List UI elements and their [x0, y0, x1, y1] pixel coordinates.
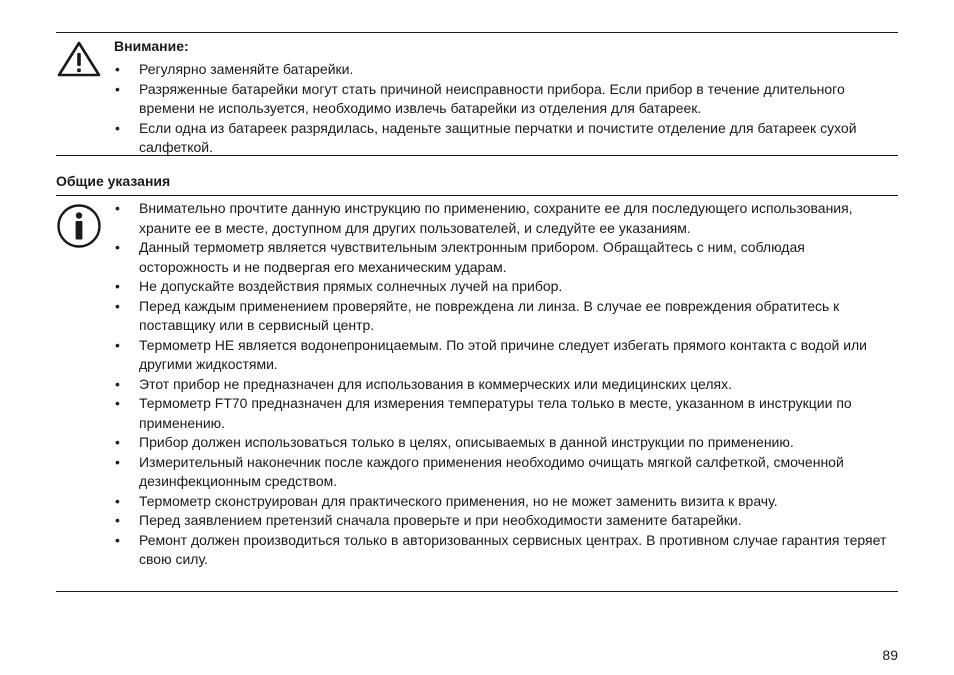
list-item: • Ремонт должен производиться только в авторизованных сервисных центрах. В противном случае гарантия теряет свою силу.	[139, 531, 891, 570]
list-item: • Если одна из батареек разрядилась, наденьте защитные перчатки и почистите отделение для батареек сухой салфеткой.	[139, 119, 891, 158]
list-item: • Термометр сконструирован для практического применения, но не может заменить визита к врачу.	[139, 492, 891, 512]
list-item: • Перед заявлением претензий сначала проверьте и при необходимости замените батарейки.	[139, 511, 891, 531]
list-item: • Прибор должен использоваться только в целях, описываемых в данной инструкции по применению.	[139, 433, 891, 453]
list-item: • Термометр НЕ является водонепроницаемым. По этой причине следует избегать прямого контакта с водой или другими жидкостями.	[139, 336, 891, 375]
list-item: • Термометр FT70 предназначен для измерения температуры тела только в месте, указанном в инструкции по применению.	[139, 394, 891, 433]
warning-list	[139, 60, 891, 158]
page-number: 89	[882, 647, 898, 663]
list-item: • Данный термометр является чувствительным электронным прибором. Обращайтесь с ним, соблюдая осторожность и не подвергая его механическим ударам.	[139, 238, 891, 277]
general-heading-divider	[56, 195, 898, 196]
warning-triangle-icon	[56, 40, 102, 78]
list-item: • Внимательно прочтите данную инструкцию по применению, сохраните ее для последующего использования, храните ее в месте, доступном для других пользователей, и следуйте ее указаниям.	[139, 199, 891, 238]
warning-heading: Внимание:	[114, 38, 189, 54]
list-item: • Этот прибор не предназначен для использования в коммерческих или медицинских целях.	[139, 375, 891, 395]
list-item: • Не допускайте воздействия прямых солнечных лучей на прибор.	[139, 277, 891, 297]
list-item: • Разряженные батарейки могут стать причиной неисправности прибора. Если прибор в течение длительного времени не используется, необходимо извлечь батарейки из отделения для батареек.	[139, 80, 891, 119]
general-list	[139, 199, 891, 570]
info-icon	[56, 203, 102, 249]
list-item: • Регулярно заменяйте батарейки.	[139, 60, 891, 80]
list-item: • Перед каждым применением проверяйте, не повреждена ли линза. В случае ее повреждения обратитесь к поставщику или в сервисный центр.	[139, 297, 891, 336]
top-divider	[56, 32, 898, 33]
bottom-divider	[56, 591, 898, 592]
warning-divider	[56, 155, 898, 156]
list-item: • Измерительный наконечник после каждого применения необходимо очищать мягкой салфеткой, смоченной дезинфекционным средством.	[139, 453, 891, 492]
general-heading: Общие указания	[56, 173, 171, 189]
